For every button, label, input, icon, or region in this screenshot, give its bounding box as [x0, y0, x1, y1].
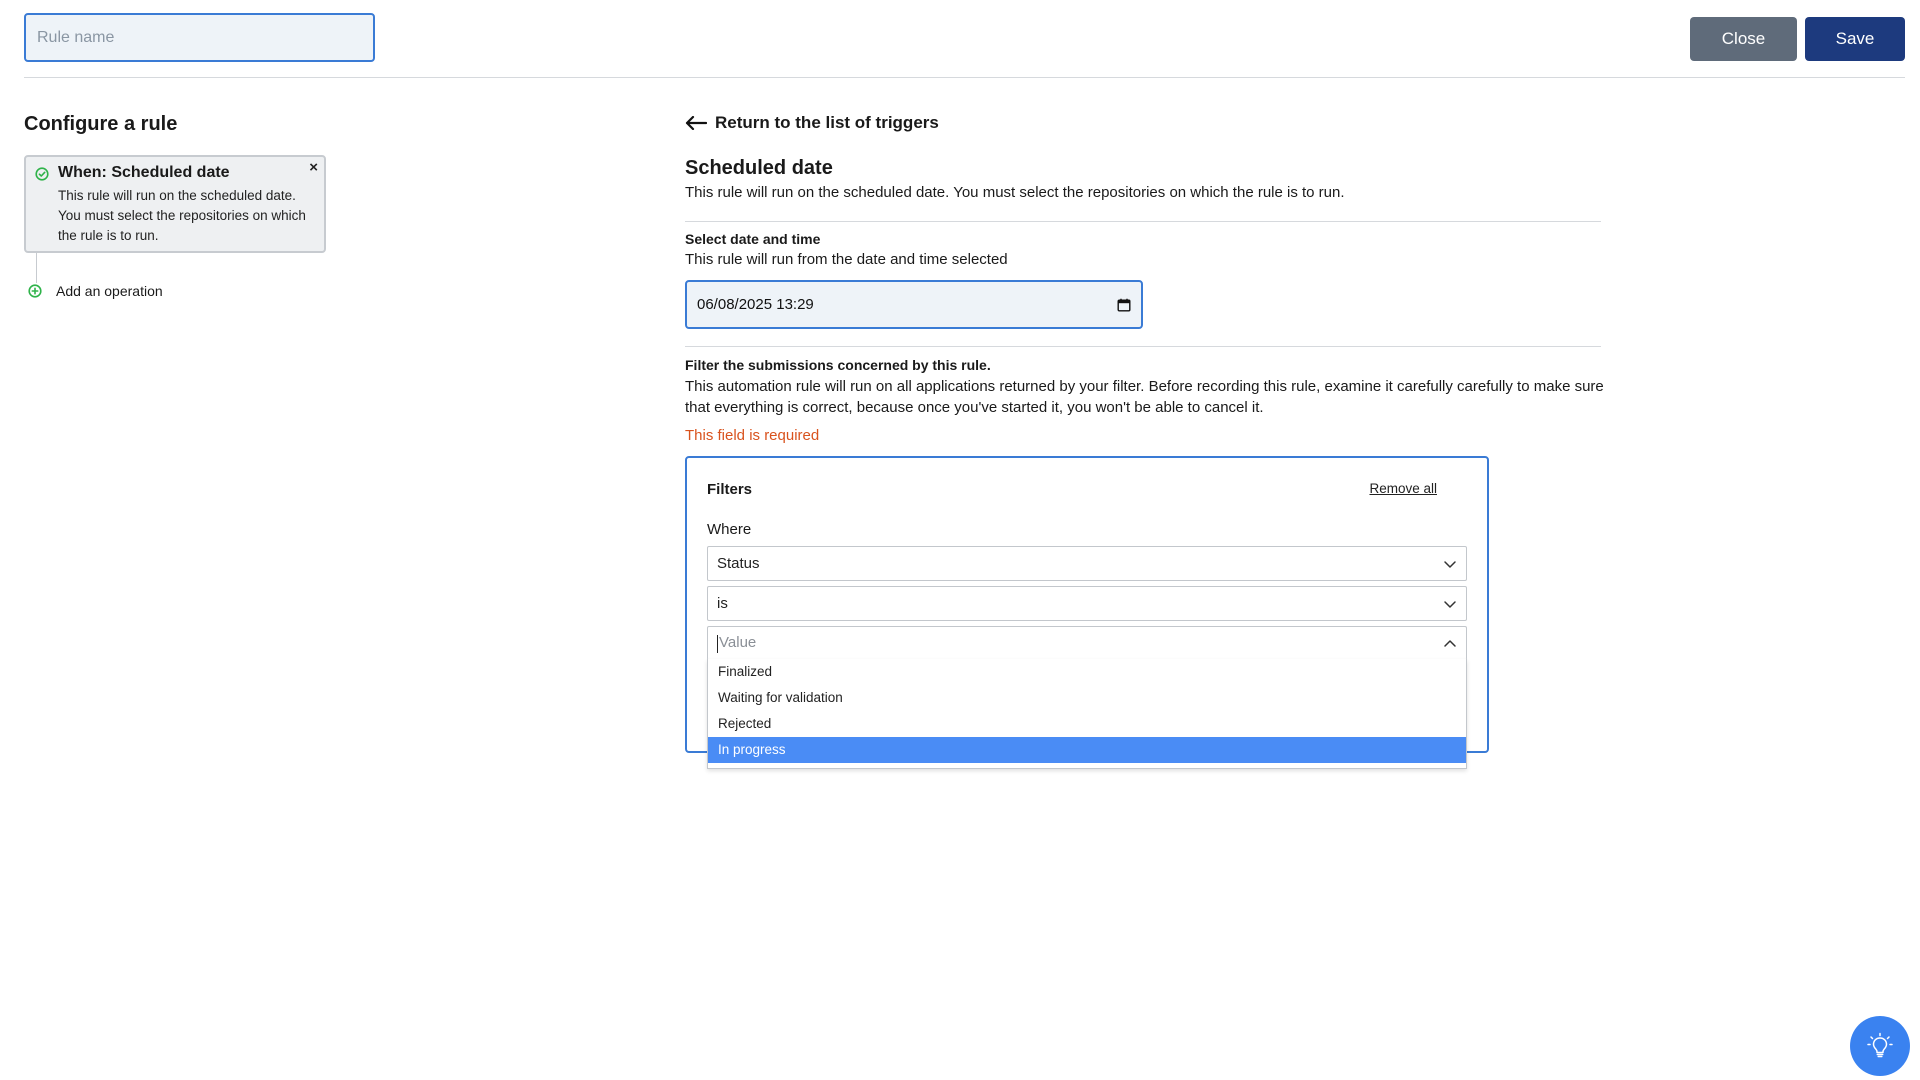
- filter-label: Filter the submissions concerned by this rule.: [685, 357, 991, 373]
- datetime-help: This rule will run from the date and time selected: [685, 251, 1008, 268]
- filter-help: This automation rule will run on all applications returned by your filter. Before recording this rule, examine it carefully carefully to make sure that everything is correct, because once you've started it, you won't be able to cancel it.: [685, 378, 1604, 416]
- datetime-value: 06/08/2025 13:29: [697, 296, 814, 313]
- add-operation-label: Add an operation: [56, 283, 163, 299]
- filter-value-placeholder: Value: [719, 634, 757, 652]
- back-to-triggers-link[interactable]: [685, 113, 939, 133]
- back-link-label: Return to the list of triggers: [715, 113, 939, 132]
- trigger-card[interactable]: [24, 155, 326, 253]
- close-button[interactable]: Close: [1690, 17, 1797, 61]
- chevron-down-icon: [1443, 599, 1457, 609]
- chevron-up-icon: [1443, 639, 1457, 649]
- help-button[interactable]: [1850, 1016, 1910, 1076]
- lightbulb-icon: [1866, 1032, 1894, 1060]
- add-operation-button[interactable]: [28, 283, 163, 299]
- dropdown-option-highlighted[interactable]: In progress: [708, 737, 1466, 763]
- text-caret: [717, 635, 718, 653]
- arrow-left-icon: [685, 116, 707, 130]
- datetime-input[interactable]: [685, 280, 1143, 329]
- trigger-card-title: When: Scheduled date: [58, 164, 230, 181]
- section-description: This rule will run on the scheduled date. You must select the repositories on which the rule is to run.: [685, 184, 1345, 201]
- configure-rule-title: Configure a rule: [24, 113, 178, 135]
- check-circle-icon: [35, 167, 49, 181]
- where-label: Where: [707, 521, 752, 538]
- dropdown-option[interactable]: Rejected: [718, 716, 772, 731]
- filter-field-value: Status: [717, 555, 760, 572]
- filter-value-dropdown: [707, 659, 1467, 769]
- header-divider: [24, 77, 1905, 78]
- flow-connector: [36, 253, 37, 283]
- plus-circle-icon: [28, 284, 42, 298]
- filter-operator-value: is: [717, 595, 728, 612]
- dropdown-option[interactable]: Finalized: [718, 664, 773, 679]
- datetime-label: Select date and time: [685, 231, 821, 247]
- dropdown-option[interactable]: Waiting for validation: [718, 690, 843, 705]
- rule-name-input[interactable]: [24, 13, 375, 62]
- filters-title: Filters: [707, 481, 753, 498]
- section-title: Scheduled date: [685, 157, 833, 179]
- trigger-card-close-icon[interactable]: ×: [309, 159, 318, 176]
- calendar-icon[interactable]: [1117, 298, 1131, 312]
- remove-all-link[interactable]: Remove all: [1369, 481, 1437, 496]
- filter-error-message: This field is required: [685, 427, 820, 444]
- section-divider: [685, 221, 1601, 222]
- filter-field-select[interactable]: [707, 546, 1467, 581]
- trigger-card-description: This rule will run on the scheduled date. You must select the repositories on which the rule is to run.: [58, 188, 306, 243]
- save-button[interactable]: Save: [1805, 17, 1905, 61]
- datetime-divider: [685, 346, 1601, 347]
- filter-operator-select[interactable]: [707, 586, 1467, 621]
- filter-value-select[interactable]: [707, 626, 1467, 660]
- chevron-down-icon: [1443, 559, 1457, 569]
